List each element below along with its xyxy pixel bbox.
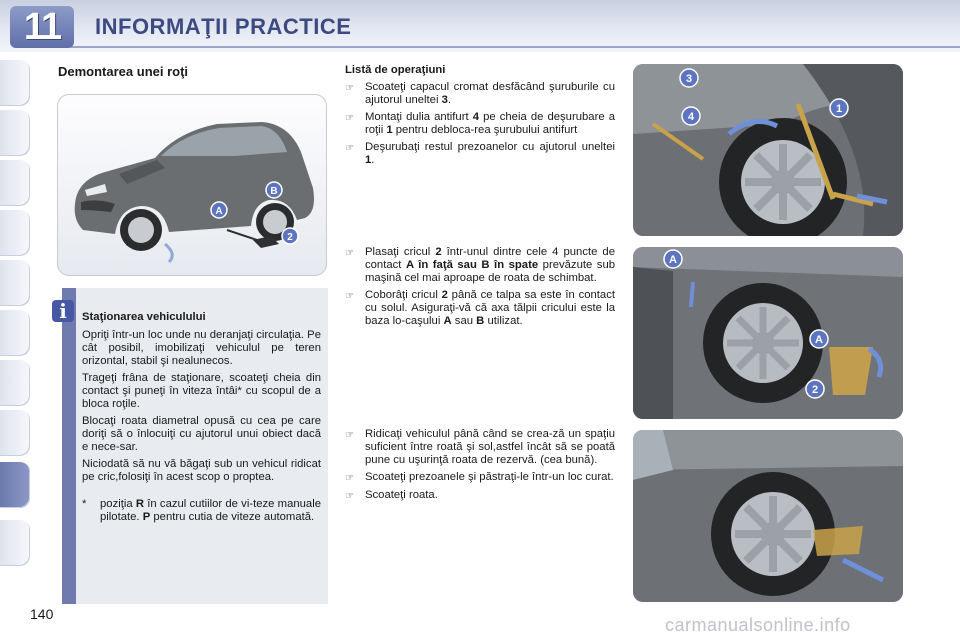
side-tab-6[interactable] — [0, 310, 30, 356]
side-tab-8[interactable] — [0, 410, 30, 456]
page-number: 140 — [30, 606, 54, 622]
photo1-marker-3 — [680, 69, 698, 87]
photo-wheel-bolts — [633, 64, 903, 236]
svg-text:1: 1 — [835, 103, 843, 115]
car-illustration — [57, 94, 327, 276]
info-icon: i — [52, 300, 74, 322]
footnote — [82, 498, 321, 524]
footnote-text: poziţia R în cazul cutiilor de vi-teze manuale pilotate. P pentru cutia de viteze automată. — [100, 498, 322, 523]
svg-text:2: 2 — [287, 232, 293, 243]
photo1-marker-4 — [682, 107, 700, 125]
side-tab-active[interactable] — [0, 462, 30, 508]
side-tab-1[interactable] — [0, 60, 30, 106]
operations-group-3 — [345, 428, 615, 507]
side-tab-4[interactable] — [0, 210, 30, 256]
svg-text:A: A — [215, 206, 223, 217]
svg-text:A: A — [669, 254, 677, 266]
hand-pointer-icon: ☞ — [345, 430, 354, 441]
footnote-star: * — [82, 498, 87, 510]
header-divider — [70, 46, 960, 48]
info-box-content — [82, 311, 321, 524]
hand-pointer-icon: ☞ — [345, 473, 354, 484]
operation-item: ☞ Ridicaţi vehiculul până când se crea-ză un spaţiu suficient între roată şi sol,astfel încât să se poată pune cu uşurinţă roata de rezervă. (cea bună). — [345, 428, 615, 466]
operation-item: ☞ Plasaţi cricul 2 într-unul dintre cele 4 puncte de contact A în faţă sau B în spate prevăzute sub maşină cel mai aproape de roata de schimbat. — [345, 246, 616, 284]
operation-item: ☞ Scoateţi prezoanele şi păstraţi-le într-un loc curat. — [345, 471, 614, 484]
hand-pointer-icon: ☞ — [345, 113, 354, 124]
operations-title: Listă de operaţiuni — [345, 64, 446, 76]
hand-pointer-icon: ☞ — [345, 83, 354, 94]
svg-text:4: 4 — [687, 111, 695, 123]
side-tab-5[interactable] — [0, 260, 30, 306]
svg-text:3: 3 — [685, 73, 693, 85]
hand-pointer-icon: ☞ — [345, 248, 354, 259]
photo2-marker-a — [810, 330, 828, 348]
operation-item: ☞ Scoateţi roata. — [345, 489, 438, 502]
watermark: carmanualsonline.info — [665, 615, 851, 635]
car-marker-a — [211, 202, 227, 218]
operation-item: ☞ Montaţi dulia antifurt 4 pe cheia de deşurubare a roţii 1 pentru debloca-rea şurubului antifurt — [345, 111, 615, 136]
operations-group-2 — [345, 246, 615, 332]
info-paragraph: Blocaţi roata diametral opusă cu cea pe care doriţi să o înlocuiţi cu ajutorul unui obiect dacă e nece-sar. — [82, 415, 321, 453]
car-marker-2 — [282, 228, 298, 244]
info-subtitle: Staţionarea vehiculului — [82, 311, 206, 323]
photo-wheel-removal — [633, 430, 903, 602]
chapter-title: INFORMAŢII PRACTICE — [95, 14, 352, 39]
photo-jack-placement — [633, 247, 903, 419]
operation-item: ☞ Deşurubaţi restul prezoanelor cu ajutorul uneltei 1. — [345, 141, 615, 166]
hand-pointer-icon: ☞ — [345, 291, 354, 302]
section-title: Demontarea unei roţi — [58, 64, 189, 79]
side-tab-7[interactable] — [0, 360, 30, 406]
svg-text:A: A — [815, 334, 823, 346]
side-tab-3[interactable] — [0, 160, 30, 206]
svg-text:B: B — [270, 186, 278, 197]
hand-pointer-icon: ☞ — [345, 143, 354, 154]
info-paragraph: Niciodată să nu vă băgaţi sub un vehicul ridicat pe cric,folosiţi în acest scop o proptea. — [82, 458, 321, 483]
operation-item: ☞ Coborâţi cricul 2 până ce talpa sa este în contact cu solul. Asiguraţi-vă că axa tălpii cricului este la baza lo-caşului A sau B utilizat. — [345, 289, 615, 327]
photo1-marker-1 — [830, 99, 848, 117]
svg-text:2: 2 — [811, 384, 819, 396]
photo2-marker-a-top — [664, 250, 682, 268]
operation-item: ☞ Scoateţi capacul cromat desfăcând şuruburile cu ajutorul uneltei 3. — [345, 81, 615, 106]
car-marker-b — [266, 182, 282, 198]
chapter-number-badge: 11 — [10, 6, 74, 48]
operations-group-1 — [345, 64, 615, 171]
side-tab-10[interactable] — [0, 520, 30, 566]
info-paragraph: Opriţi într-un loc unde nu deranjaţi circulaţia. Pe cât posibil, imobilizaţi vehiculul pe teren orizontal, stabil şi nealunecos. — [82, 329, 321, 367]
side-tab-2[interactable] — [0, 110, 30, 156]
hand-pointer-icon: ☞ — [345, 491, 354, 502]
photo2-marker-2 — [806, 380, 824, 398]
info-paragraph: Trageţi frâna de staţionare, scoateţi cheia din contact şi puneţi în viteza întâi* cu scopul de a bloca roţile. — [82, 372, 321, 410]
